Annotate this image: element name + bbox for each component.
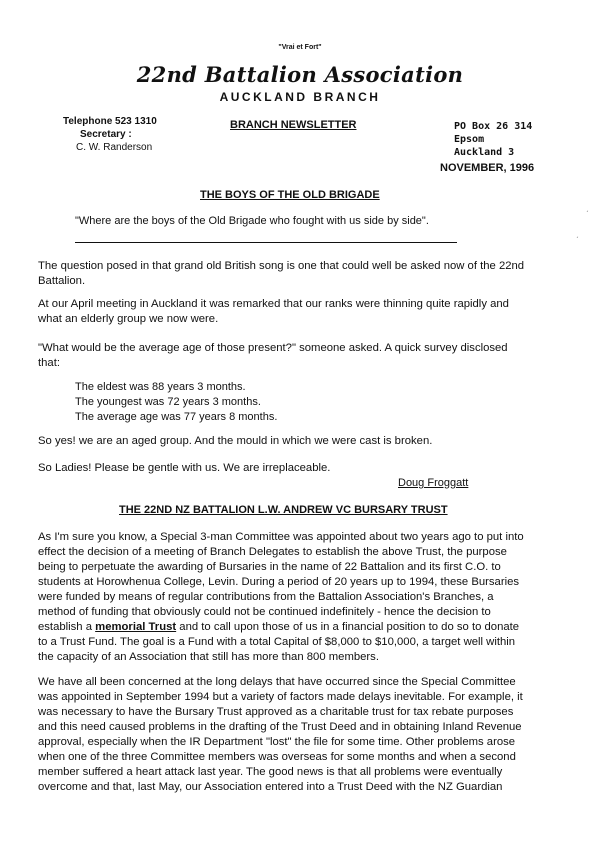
text-line: that: xyxy=(38,357,60,369)
newsletter-heading: BRANCH NEWSLETTER xyxy=(230,119,357,131)
text-line: At our April meeting in Auckland it was remarked that our ranks were thinning quite rapidly and xyxy=(38,298,509,310)
age-survey-list xyxy=(75,380,277,425)
text-line: Battalion. xyxy=(38,275,86,287)
motto: "Vrai et Fort" xyxy=(278,44,322,51)
text-line: was appointed in September 1994 but a variety of factors made delays inevitable. For example, it xyxy=(38,691,523,703)
text-line: were funded by means of regular contributions from the Battalion Association's Branches, a xyxy=(38,591,494,603)
list-item: The eldest was 88 years 3 months. xyxy=(75,381,246,393)
paragraph xyxy=(38,530,574,665)
text-line: The question posed in that grand old British song is one that could well be asked now of the 22nd xyxy=(38,260,525,272)
paragraph xyxy=(38,297,574,327)
secretary-name: C. W. Randerson xyxy=(76,142,153,153)
text-line: was necessary to have the Bursary Trust approved as a charitable trust for tax rebate purposes xyxy=(38,706,514,718)
association-title: 22nd Battalion Association xyxy=(136,62,464,87)
text-line: and this need caused problems in the drafting of the Trust Deed and in obtaining Inland Revenue xyxy=(38,721,522,733)
text-line: overcome and that, last May, our Association entered into a Trust Deed with the NZ Guardian xyxy=(38,781,503,793)
article-title-bursary-trust: THE 22ND NZ BATTALION L.W. ANDREW VC BURSARY TRUST xyxy=(119,504,448,516)
newsletter-date: NOVEMBER, 1996 xyxy=(440,162,535,174)
text-line: As I'm sure you know, a Special 3-man Committee was appointed about two years ago to put into xyxy=(38,531,524,543)
text-line: the capacity of an Association that still has more than 800 members. xyxy=(38,651,379,663)
text-line: "What would be the average age of those present?" someone asked. A quick survey disclosed xyxy=(38,342,508,354)
address-line: Epsom xyxy=(454,134,485,145)
text-line: students at Horowhenua College, Levin. During a period of 20 years up to 1994, these Bursaries xyxy=(38,576,520,588)
secretary-label: Secretary : xyxy=(80,129,132,140)
author-signature: Doug Froggatt xyxy=(398,477,469,489)
article-title-old-brigade: THE BOYS OF THE OLD BRIGADE xyxy=(200,189,380,201)
paragraph xyxy=(38,259,574,289)
song-quote: "Where are the boys of the Old Brigade who fought with us side by side". xyxy=(75,215,429,227)
text-line: effect the decision of a meeting of Branch Delegates to establish the above Trust, the purpose xyxy=(38,546,507,558)
text-line: to a Trust Fund. The goal is a Fund with a total Capital of $8,000 to $10,000, a target well within xyxy=(38,636,516,648)
scan-speck: ˊ xyxy=(576,236,579,245)
text-line: what an elderly group we now were. xyxy=(38,313,219,325)
telephone-line: Telephone 523 1310 xyxy=(63,116,157,127)
address-line: Auckland 3 xyxy=(454,147,515,158)
scan-speck: ˊ xyxy=(586,210,589,219)
memorial-trust-emphasis: memorial Trust xyxy=(95,621,177,633)
branch-name: AUCKLAND BRANCH xyxy=(219,90,381,104)
text-segment: establish a xyxy=(38,621,96,633)
text-segment: and to call upon those of us in a financial position to do so to donate xyxy=(176,621,520,633)
text-line: We have all been concerned at the long delays that have occurred since the Special Committee xyxy=(38,676,516,688)
text-line: being to perpetuate the awarding of Bursaries in the name of 22 Battalion and its first C.O. to xyxy=(38,561,501,573)
list-item: The youngest was 72 years 3 months. xyxy=(75,396,261,408)
paragraph: So Ladies! Please be gentle with us. We are irreplaceable. xyxy=(38,462,331,474)
text-line xyxy=(38,620,574,635)
text-line: method of funding that obviously could not be continued indefinitely - hence the decision to xyxy=(38,606,491,618)
text-line: approval, especially when the IR Department "lost" the file for some time. Other problems arose xyxy=(38,736,516,748)
address-line: PO Box 26 314 xyxy=(454,121,533,132)
paragraph: So yes! we are an aged group. And the mould in which we were cast is broken. xyxy=(38,435,433,447)
list-item: The average age was 77 years 8 months. xyxy=(75,411,278,423)
paragraph xyxy=(38,341,574,371)
divider-rule xyxy=(75,242,457,243)
text-line: when one of the three Committee members was overseas for some months and when a second xyxy=(38,751,516,763)
text-line: member suffered a heart attack last year. The good news is that all problems were eventually xyxy=(38,766,503,778)
paragraph xyxy=(38,675,574,795)
